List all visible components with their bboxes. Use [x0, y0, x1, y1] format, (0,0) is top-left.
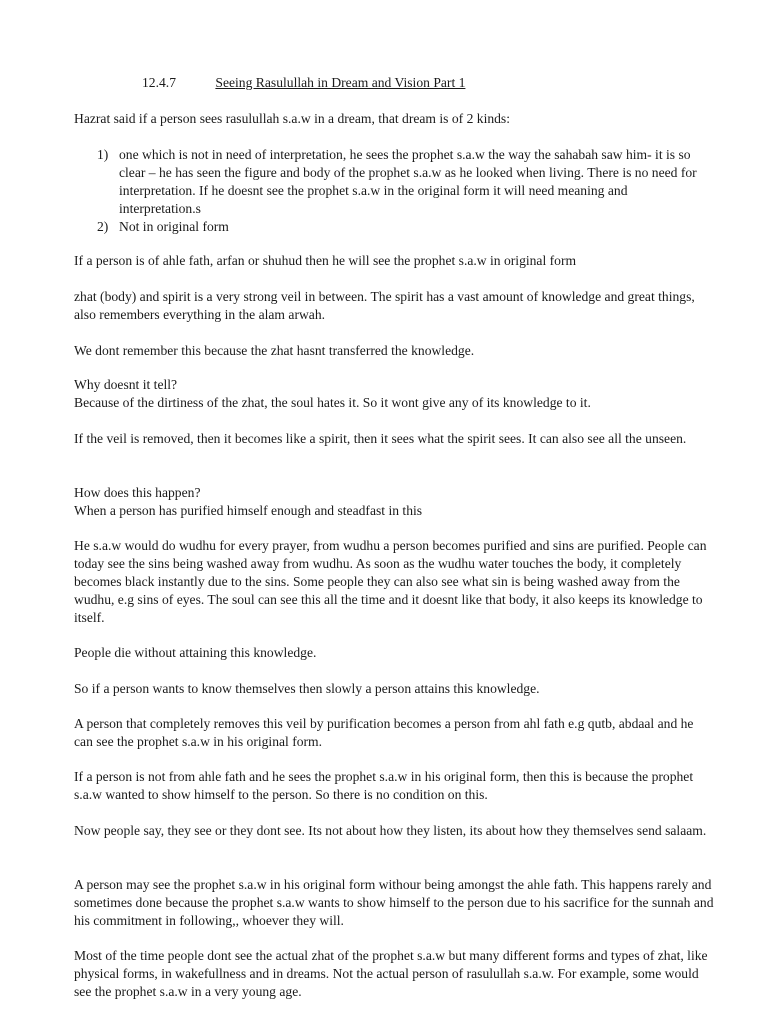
section-number: 12.4.7	[142, 75, 176, 90]
paragraph: Why doesnt it tell? Because of the dirtiness of the zhat, the soul hates it. So it wont give any of its knowledge to it.	[74, 377, 591, 410]
list-marker: 1)	[97, 147, 109, 162]
list-item	[97, 218, 697, 236]
paragraph: If a person is not from ahle fath and he sees the prophet s.a.w in his original form, then this is because the prophet s.a.w wanted to show himself to the person. So there is no condition on this.	[74, 769, 694, 802]
paragraph: A person may see the prophet s.a.w in his original form withour being amongst the ahle fath. This happens rarely and sometimes done because the prophet s.a.w wants to show himself to the person due to his sacrifice for the sunnah and his commitment in following,, whoever they will.	[74, 877, 714, 928]
kinds-list	[97, 146, 697, 236]
list-item-text: Not in original form	[119, 219, 229, 234]
paragraph: If a person is of ahle fath, arfan or shuhud then he will see the prophet s.a.w in original form	[74, 253, 577, 268]
paragraph: zhat (body) and spirit is a very strong veil in between. The spirit has a vast amount of knowledge and great things, also remembers everything in the alam arwah.	[74, 289, 695, 322]
paragraph: Now people say, they see or they dont see. Its not about how they listen, its about how they themselves send salaam.	[74, 823, 707, 838]
list-item-text: one which is not in need of interpretation, he sees the prophet s.a.w the way the sahabah saw him- it is so clear – he has seen the figure and body of the prophet s.a.w as he looked when living. There is no need for interpretation. If he doesnt see the prophet s.a.w in the original form it will need meaning and interpretation.s	[119, 147, 697, 216]
paragraph: We dont remember this because the zhat hasnt transferred the knowledge.	[74, 343, 475, 358]
list-marker: 2)	[97, 219, 109, 234]
paragraph: How does this happen? When a person has purified himself enough and steadfast in this	[74, 485, 423, 518]
section-heading	[142, 74, 465, 92]
section-title: Seeing Rasulullah in Dream and Vision Part 1	[215, 75, 466, 90]
paragraph: Most of the time people dont see the actual zhat of the prophet s.a.w but many different forms and types of zhat, like physical forms, in wakefullness and in dreams. Not the actual person of rasulullah s.a.w. For example, some would see the prophet s.a.w in a very young age.	[74, 948, 708, 999]
paragraph: A person that completely removes this veil by purification becomes a person from ahl fath e.g qutb, abdaal and he can see the prophet s.a.w in his original form.	[74, 716, 694, 749]
intro-paragraph: Hazrat said if a person sees rasulullah s.a.w in a dream, that dream is of 2 kinds:	[74, 111, 511, 126]
paragraph: He s.a.w would do wudhu for every prayer, from wudhu a person becomes purified and sins are purified. People can today see the sins being washed away from wudhu. As soon as the wudhu water touches the body, it completely becomes black instantly due to the sins. Some people they can also see what sin is being washed away from the wudhu, e.g sins of eyes. The soul can see this all the time and it doesnt like that body, it also keeps its knowledge to itself.	[74, 538, 707, 625]
list-item	[97, 146, 697, 218]
paragraph: People die without attaining this knowledge.	[74, 645, 317, 660]
paragraph: If the veil is removed, then it becomes like a spirit, then it sees what the spirit sees. It can also see all the unseen.	[74, 431, 687, 446]
paragraph: So if a person wants to know themselves then slowly a person attains this knowledge.	[74, 681, 540, 696]
